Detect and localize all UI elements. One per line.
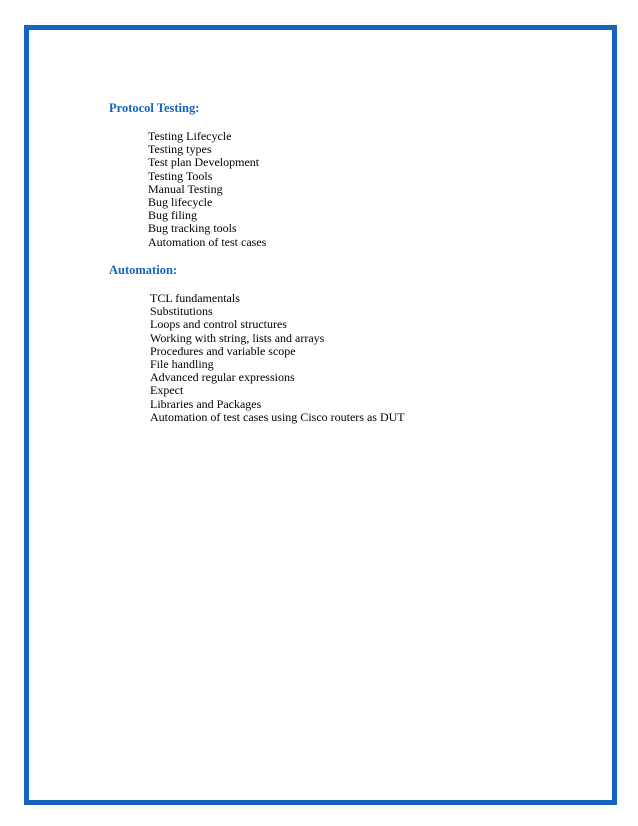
list-item: Bug lifecycle [148, 195, 213, 210]
list-item: Manual Testing [148, 181, 223, 196]
list-item: Test plan Development [148, 155, 260, 170]
list-item: Testing Lifecycle [148, 129, 232, 143]
list-item: Testing Tools [148, 168, 213, 183]
list-item: Bug tracking tools [148, 221, 237, 236]
list-item: Automation of test cases [148, 234, 267, 249]
list-item: Automation of test cases using Cisco routers as DUT [150, 409, 405, 424]
section-heading-automation: Automation: [109, 263, 178, 277]
list-item: Bug filing [148, 208, 198, 223]
topic-list-automation [150, 292, 405, 424]
list-item: TCL fundamentals [150, 291, 240, 305]
list-item: Working with string, lists and arrays [150, 330, 325, 345]
section-heading-protocol-testing: Protocol Testing: [109, 101, 200, 115]
list-item: Procedures and variable scope [150, 343, 296, 358]
list-item: Libraries and Packages [150, 396, 262, 411]
list-item: File handling [150, 357, 214, 372]
list-item: Testing types [148, 142, 212, 157]
list-item: Substitutions [150, 304, 213, 319]
topic-list-protocol-testing [148, 130, 266, 249]
list-item: Advanced regular expressions [150, 370, 295, 385]
list-item: Expect [150, 383, 184, 398]
list-item: Loops and control structures [150, 317, 287, 332]
